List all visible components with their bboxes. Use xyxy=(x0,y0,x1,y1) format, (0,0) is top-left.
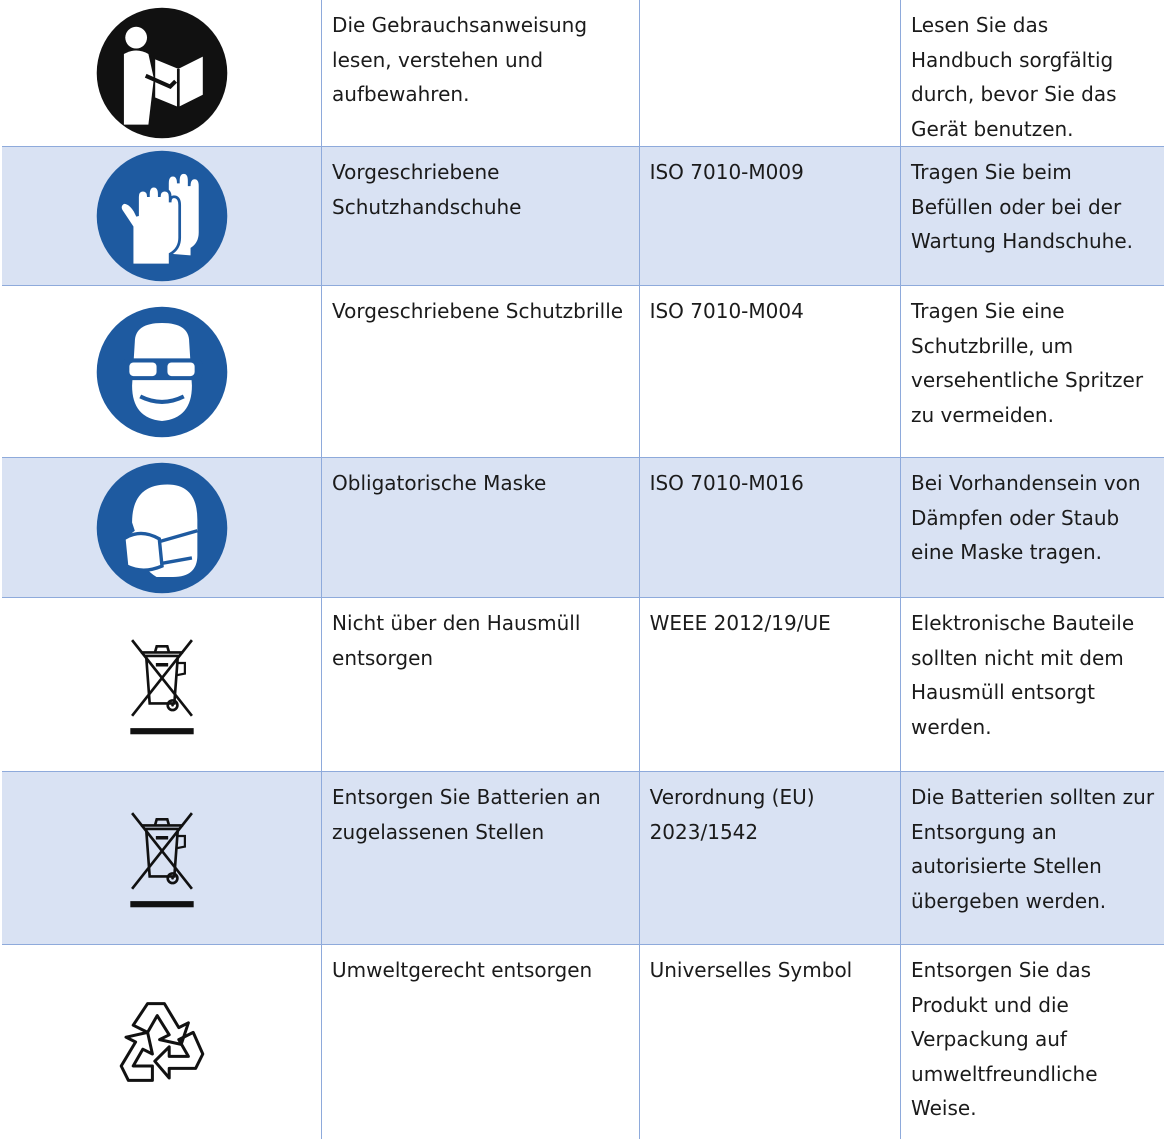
table-row xyxy=(2,945,1164,1139)
standard-cell xyxy=(639,945,900,1139)
safety-goggles-icon xyxy=(94,304,230,440)
standard-cell xyxy=(639,598,900,772)
symbols-table xyxy=(2,0,1164,1139)
symbol-cell xyxy=(2,458,322,598)
symbol-standard: ISO 7010-M004 xyxy=(649,299,804,323)
recycling-icon xyxy=(102,982,222,1102)
title-cell xyxy=(322,147,640,286)
standard-cell xyxy=(639,0,900,147)
title-cell xyxy=(322,772,640,945)
symbol-standard: ISO 7010-M009 xyxy=(649,160,804,184)
symbol-description: Entsorgen Sie das Produkt und die Verpackung auf umweltfreundliche Weise. xyxy=(911,958,1098,1120)
description-cell xyxy=(901,0,1164,147)
read-manual-icon xyxy=(94,5,230,141)
symbol-title: Entsorgen Sie Batterien an zugelassenen Stellen xyxy=(332,785,601,844)
description-cell xyxy=(901,945,1164,1139)
symbol-cell xyxy=(2,598,322,772)
standard-cell xyxy=(639,147,900,286)
symbol-cell xyxy=(2,0,322,147)
standard-cell xyxy=(639,286,900,458)
title-cell xyxy=(322,945,640,1139)
title-cell xyxy=(322,458,640,598)
crossed-out-wheelie-bin-icon xyxy=(109,619,215,751)
table-row xyxy=(2,0,1164,147)
symbol-standard: Universelles Symbol xyxy=(649,958,853,982)
symbol-title: Nicht über den Hausmüll entsorgen xyxy=(332,611,581,670)
description-cell xyxy=(901,598,1164,772)
standard-cell xyxy=(639,458,900,598)
table-row xyxy=(2,147,1164,286)
symbol-title: Vorgeschriebene Schutzhandschuhe xyxy=(332,160,522,219)
symbol-description: Elektronische Bauteile sollten nicht mit dem Hausmüll entsorgt werden. xyxy=(911,611,1135,739)
title-cell xyxy=(322,286,640,458)
symbol-standard: Verordnung (EU) 2023/1542 xyxy=(649,785,815,844)
symbol-description: Tragen Sie beim Befüllen oder bei der Wartung Handschuhe. xyxy=(911,160,1134,253)
crossed-out-battery-bin-icon xyxy=(109,792,215,924)
description-cell xyxy=(901,286,1164,458)
symbol-title: Umweltgerecht entsorgen xyxy=(332,958,593,982)
protective-gloves-icon xyxy=(94,148,230,284)
symbol-cell xyxy=(2,147,322,286)
symbol-standard: ISO 7010-M016 xyxy=(649,471,804,495)
symbol-description: Bei Vorhandensein von Dämpfen oder Staub eine Maske tragen. xyxy=(911,471,1141,564)
table-row xyxy=(2,458,1164,598)
description-cell xyxy=(901,772,1164,945)
standard-cell xyxy=(639,772,900,945)
symbol-cell xyxy=(2,286,322,458)
symbol-description: Lesen Sie das Handbuch sorgfältig durch, bevor Sie das Gerät benutzen. xyxy=(911,13,1117,141)
table-row xyxy=(2,598,1164,772)
symbol-standard: WEEE 2012/19/UE xyxy=(649,611,831,635)
symbol-cell xyxy=(2,945,322,1139)
symbol-cell xyxy=(2,772,322,945)
symbol-description: Die Batterien sollten zur Entsorgung an autorisierte Stellen übergeben werden. xyxy=(911,785,1155,913)
symbol-description: Tragen Sie eine Schutzbrille, um versehentliche Spritzer zu vermeiden. xyxy=(911,299,1144,427)
title-cell xyxy=(322,598,640,772)
symbol-title: Vorgeschriebene Schutzbrille xyxy=(332,299,624,323)
symbol-title: Die Gebrauchsanweisung lesen, verstehen und aufbewahren. xyxy=(332,13,588,106)
symbol-title: Obligatorische Maske xyxy=(332,471,547,495)
title-cell xyxy=(322,0,640,147)
description-cell xyxy=(901,147,1164,286)
table-row xyxy=(2,772,1164,945)
face-mask-icon xyxy=(94,460,230,596)
table-row xyxy=(2,286,1164,458)
description-cell xyxy=(901,458,1164,598)
